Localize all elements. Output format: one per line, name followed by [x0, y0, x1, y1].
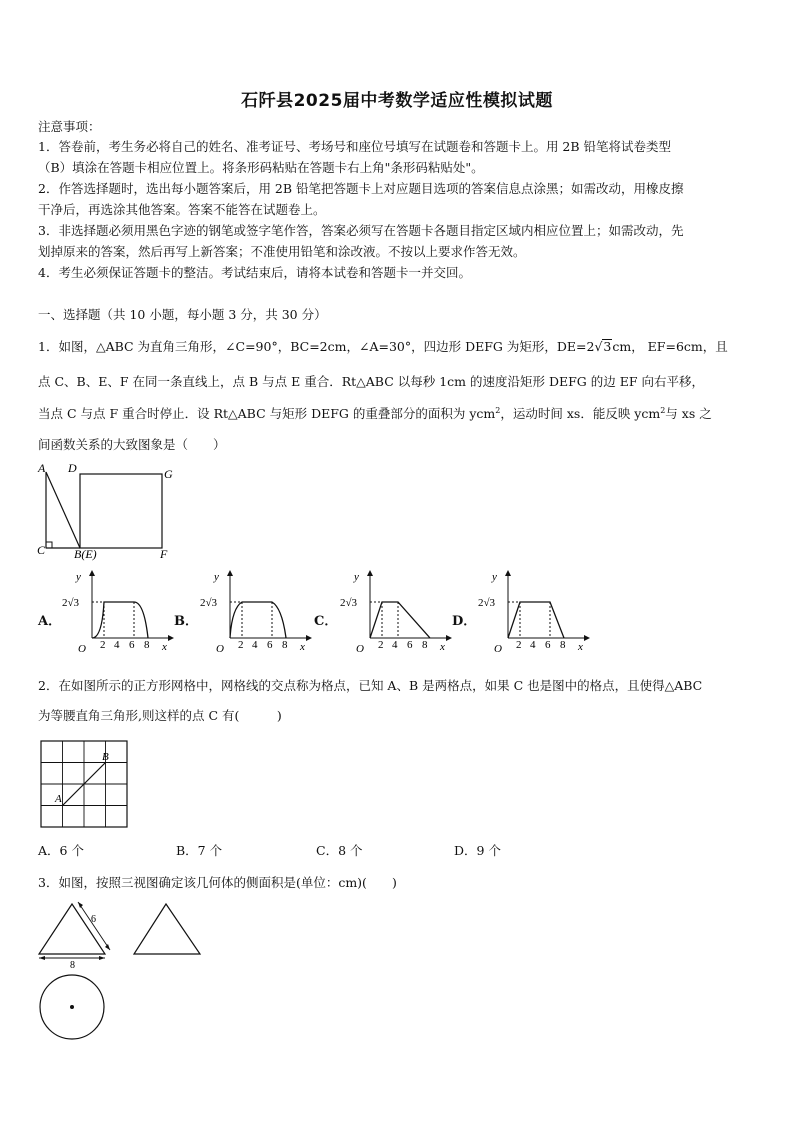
q2-option-a[interactable]: A．6 个: [38, 843, 84, 858]
x-tick-2: 2: [100, 639, 106, 651]
origin-label: O: [356, 643, 364, 655]
x-tick-2: 2: [516, 639, 522, 651]
y-axis-label: y: [354, 571, 359, 583]
q1-line-2: 点 C、B、E、F 在同一条直线上，点 B 与点 E 重合．Rt△ABC 以每秒 1cm 的速度沿矩形 DEFG 的边 EF 向右平移，: [38, 374, 704, 389]
q1-option-b-label[interactable]: B．: [174, 614, 198, 629]
x-tick-2: 2: [238, 639, 244, 651]
label-a: A: [38, 461, 46, 475]
q1-graph-b[interactable]: [196, 568, 311, 658]
x-tick-8: 8: [144, 639, 150, 651]
notice-line-3a: 3．非选择题必须用黑色字迹的钢笔或签字笔作答，答案必须写在答题卡各题目指定区域内相应位置上；如需改动，先: [38, 223, 684, 238]
y-tick-label: 2√3: [478, 597, 496, 609]
q2-option-d[interactable]: D．9 个: [454, 843, 501, 858]
superscript-2b: 2: [660, 405, 666, 415]
q1-line-3a: 当点 C 与点 F 重合时停止．设 Rt△ABC 与矩形 DEFG 的重叠部分的面积为 ycm: [38, 406, 496, 421]
q3-front-view: [36, 900, 116, 970]
notice-line-2b: 干净后，再选涂其他答案。答案不能答在试题卷上。: [38, 202, 326, 217]
q1-line-1: [38, 338, 728, 356]
label-g: G: [164, 467, 173, 481]
q3-top-view: [38, 974, 108, 1044]
x-tick-8: 8: [560, 639, 566, 651]
notice-line-2a: 2．作答选择题时，选出每小题答案后，用 2B 铅笔把答题卡上对应题目选项的答案信息点涂黑；如需改动，用橡皮擦: [38, 181, 684, 196]
label-be: B(E): [74, 547, 97, 561]
y-tick-label: 2√3: [62, 597, 80, 609]
point-b-label: B: [102, 751, 109, 763]
y-axis-label: y: [76, 571, 81, 583]
superscript-2: 2: [495, 405, 501, 415]
notice-heading: 注意事项：: [38, 119, 101, 134]
q2-grid-figure: [40, 740, 130, 830]
notice-line-4: 4．考生必须保证答题卡的整洁。考试结束后，请将本试卷和答题卡一并交回。: [38, 265, 471, 280]
origin-label: O: [494, 643, 502, 655]
notice-line-1a: 1．答卷前，考生务必将自己的姓名、准考证号、考场号和座位号填写在试题卷和答题卡上。用 2B 铅笔将试卷类型: [38, 139, 672, 154]
q2-option-c[interactable]: C．8 个: [316, 843, 363, 858]
q1-graph-c[interactable]: [336, 568, 451, 658]
x-tick-4: 4: [392, 639, 398, 651]
x-tick-8: 8: [422, 639, 428, 651]
x-tick-6: 6: [267, 639, 273, 651]
q1-line-3: [38, 405, 712, 423]
label-d: D: [68, 461, 77, 475]
dim-8-label: 8: [70, 960, 75, 971]
x-axis-label: x: [300, 641, 305, 653]
q1-line-3b: ，运动时间 xs．能反映 ycm: [500, 406, 661, 421]
label-f: F: [160, 547, 168, 561]
q1-line-1a: 1．如图，△ABC 为直角三角形，∠C=90°，BC=2cm，∠A=30°，四边形 DEFG 为矩形，DE=2: [38, 339, 595, 354]
origin-label: O: [216, 643, 224, 655]
point-a-label: A: [55, 793, 62, 805]
x-axis-label: x: [578, 641, 583, 653]
section-heading: 一、选择题（共 10 小题，每小题 3 分，共 30 分）: [38, 307, 327, 322]
x-tick-4: 4: [114, 639, 120, 651]
q1-line-1b: cm， EF=6cm，且: [612, 339, 728, 354]
origin-label: O: [78, 643, 86, 655]
label-c: C: [37, 543, 46, 557]
x-axis-label: x: [162, 641, 167, 653]
x-tick-4: 4: [530, 639, 536, 651]
y-axis-label: y: [492, 571, 497, 583]
x-tick-6: 6: [545, 639, 551, 651]
notice-line-1b: （B）填涂在答题卡相应位置上。将条形码粘贴在答题卡右上角"条形码粘贴处"。: [38, 160, 484, 175]
y-axis-label: y: [214, 571, 219, 583]
x-tick-6: 6: [407, 639, 413, 651]
x-tick-6: 6: [129, 639, 135, 651]
q1-figure: [36, 462, 186, 562]
q1-line-3c: 与 xs 之: [665, 406, 712, 421]
x-tick-2: 2: [378, 639, 384, 651]
x-tick-4: 4: [252, 639, 258, 651]
q1-option-d-label[interactable]: D．: [452, 614, 477, 629]
sqrt-radical: √: [594, 339, 603, 354]
y-tick-label: 2√3: [340, 597, 358, 609]
q1-graph-d[interactable]: [474, 568, 589, 658]
q1-line-4: 间函数关系的大致图象是（ ）: [38, 437, 226, 452]
dim-6-label: 6: [91, 914, 96, 925]
q1-option-a-label[interactable]: A．: [38, 614, 62, 629]
q2-line-2: 为等腰直角三角形,则这样的点 C 有( ): [38, 708, 282, 723]
q1-graph-a[interactable]: [58, 568, 173, 658]
q2-option-b[interactable]: B．7 个: [176, 843, 223, 858]
x-tick-8: 8: [282, 639, 288, 651]
notice-line-3b: 划掉原来的答案，然后再写上新答案；不准使用铅笔和涂改液。不按以上要求作答无效。: [38, 244, 526, 259]
q2-line-1: 2．在如图所示的正方形网格中，网格线的交点称为格点，已知 A、B 是两格点，如果 C 也是图中的格点，且使得△ABC: [38, 678, 703, 693]
page-title: 石阡县2025届中考数学适应性模拟试题: [241, 91, 553, 111]
y-tick-label: 2√3: [200, 597, 218, 609]
q3-side-view: [132, 900, 207, 960]
sqrt-radicand: 3: [603, 339, 612, 354]
q3-line-1: 3．如图，按照三视图确定该几何体的侧面积是(单位：cm)( ): [38, 875, 397, 890]
q1-option-c-label[interactable]: C．: [314, 614, 338, 629]
x-axis-label: x: [440, 641, 445, 653]
